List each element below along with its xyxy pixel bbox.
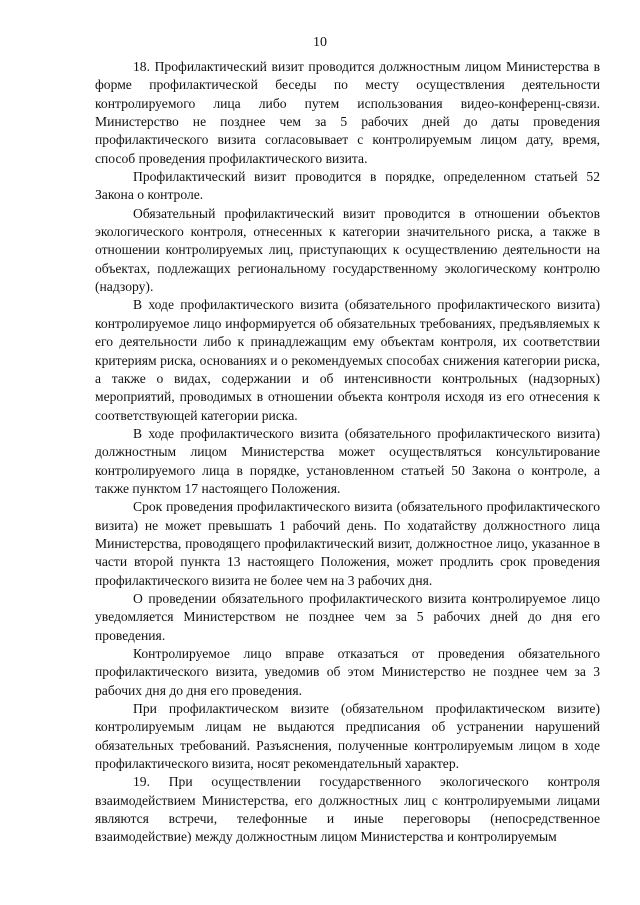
paragraph: В ходе профилактического визита (обязательного профилактического визита) должностным лицом Министерства может осуществляться консультирование контролируемого лица в порядке, установленном статьей 50 Закона о контроле, а также пунктом 17 настоящего Положения. <box>95 425 600 496</box>
paragraph: Обязательный профилактический визит проводится в отношении объектов экологического контроля, отнесенных к категории значительного риска, а также в отношении контролируемых лиц, приступающих к осуществлению деятельности на объектах, подлежащих региональному государственному экологическому контролю (надзору). <box>95 205 600 295</box>
paragraph: В ходе профилактического визита (обязательного профилактического визита) контролируемое лицо информируется об обязательных требованиях, предъявляемых к его деятельности либо к принадлежащим ему объектам контроля, их соответствии критериям риска, основаниях и о рекомендуемых способах снижения категории риска, а также о видах, содержании и об интенсивности контрольных (надзорных) мероприятий, проводимых в отношении объекта контроля исходя из его отнесения к соответствующей категории риска. <box>95 297 600 423</box>
paragraph: Контролируемое лицо вправе отказаться от проведения обязательного профилактического визита, уведомив об этом Министерство не позднее чем за 3 рабочих дня до дня его проведения. <box>95 646 600 698</box>
paragraph: Профилактический визит проводится в порядке, определенном статьей 52 Закона о контроле. <box>95 169 600 203</box>
paragraph: При профилактическом визите (обязательном профилактическом визите) контролируемым лицам не выдаются предписания об устранении нарушений обязательных требований. Разъяснения, полученные контролируемым лицом в ходе профилактического визита, носят рекомендательный характер. <box>95 701 600 772</box>
paragraph: 19. При осуществлении государственного экологического контроля взаимодействием Министерства, его должностных лиц с контролируемыми лицами являются встречи, телефонные и иные переговоры (непосредственное взаимодействие) между должностным лицом Министерства и контролируемым <box>95 774 600 845</box>
paragraph: Срок проведения профилактического визита (обязательного профилактического визита) не может превышать 1 рабочий день. По ходатайству должностного лица Министерства, проводящего профилактический визит, должностное лицо, указанное в части второй пункта 13 настоящего Положения, может продлить срок проведения профилактического визита не более чем на 3 рабочих дня. <box>95 499 600 588</box>
page-number: 10 <box>313 35 327 50</box>
paragraph: 18. Профилактический визит проводится должностным лицом Министерства в форме профилактической беседы по месту осуществления деятельности контролируемого лица либо путем использования видео-конференц-связи. Министерство не позднее чем за 5 рабочих дней до даты проведения профилактического визита согласовывает с контролируемым лицом дату, время, способ проведения профилактического визита. <box>95 59 600 166</box>
document-body <box>95 58 600 847</box>
paragraph: О проведении обязательного профилактического визита контролируемое лицо уведомляется Министерством не позднее чем за 5 рабочих дней до дня его проведения. <box>95 590 600 643</box>
